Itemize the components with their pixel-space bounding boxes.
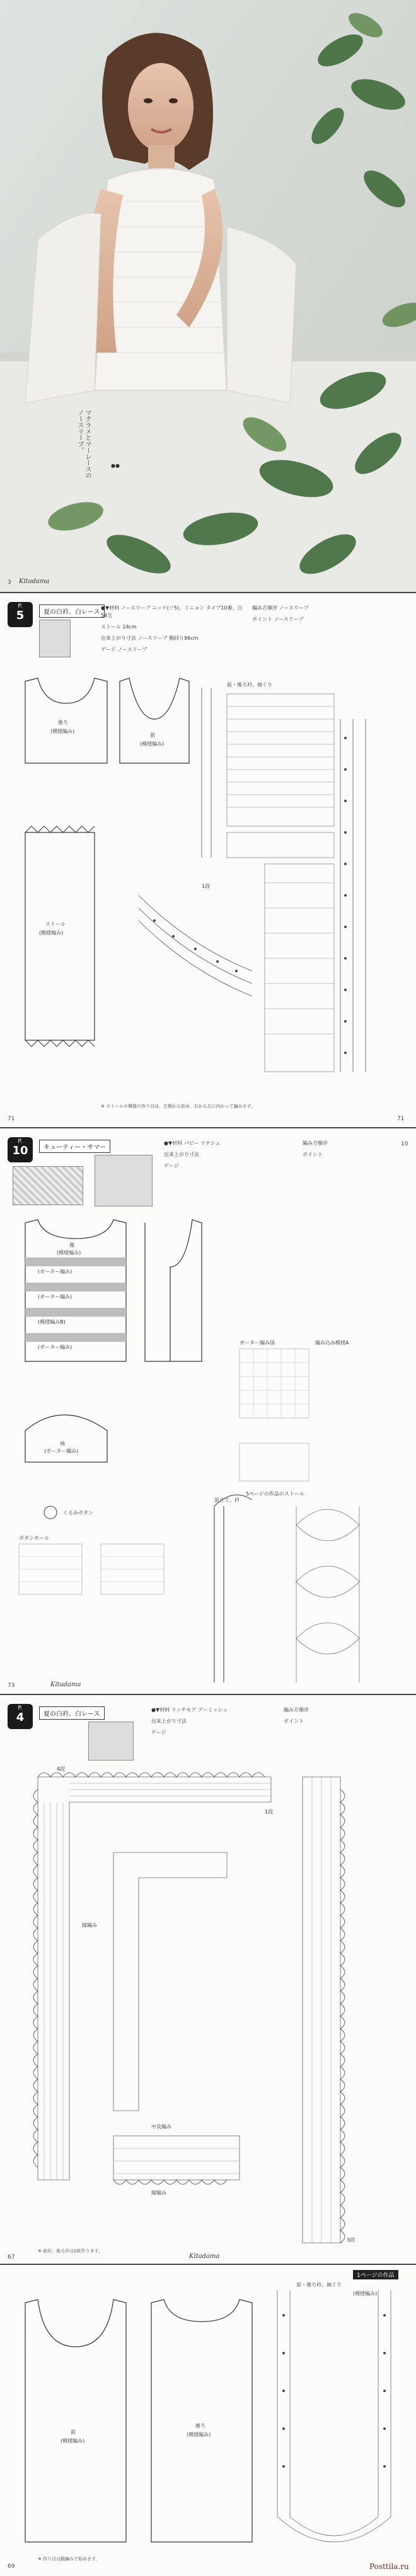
instructions-text: ●▼材料 リッチモア アーミッシュ 出来上がり寸法 ゲージ: [151, 1707, 228, 1735]
page-number: 73: [8, 1682, 15, 1689]
collar-side-label: 1段: [265, 1809, 274, 1815]
front-sublabel: (模様編み): [140, 741, 165, 747]
row-label: 1段: [202, 883, 211, 889]
page-header: 1ページの作品: [353, 2270, 398, 2279]
magazine-page-pattern-4: [0, 1694, 416, 2265]
magazine-page-photo: [0, 0, 416, 592]
chart-sublabel: (模様編み): [353, 2291, 378, 2296]
chart-label: 前・後ろ衿、袖ぐり: [296, 2282, 342, 2288]
chart-label: 前・後ろ衿、袖ぐり: [227, 682, 272, 688]
pattern-diagrams: [0, 1128, 416, 1695]
collar-top-label: 4段: [57, 1766, 66, 1772]
instructions-text-2: 編み方順序 ポイント: [303, 1140, 328, 1157]
edge-label: 縁編み: [82, 1922, 97, 1928]
back-sublabel: (模様編み): [50, 729, 75, 734]
chart-title-b: 5ページの作品のストール: [246, 1491, 304, 1497]
button-label: くるみボタン: [63, 1510, 93, 1516]
bottom-label: 縁編み: [151, 2190, 166, 2196]
footnote: ※ 作り目は鎖編みで始めます。: [38, 2556, 100, 2562]
band-label-b: (ガーター編み): [38, 1294, 72, 1300]
pattern-title: 夏の白衿、白レース: [39, 1706, 105, 1720]
collar-chart: [0, 1695, 416, 2265]
pattern-title: キューティー・サマー: [39, 1140, 110, 1153]
front-label: 前: [150, 732, 155, 738]
page-number-right: 71: [397, 1116, 405, 1122]
instructions-text: ●▼材料 ノースリーブ ニッケ(ソ5)、ミニョン タイプ10番、白 54玉 ストール 24cm 出来上がり寸法 ノースリーブ 胸回り96cm ゲージ ノースリーブ: [101, 605, 243, 652]
body-label: 後: [69, 1242, 74, 1248]
brand-logo: Kitadama: [19, 578, 50, 585]
band-label-d: (ガーター編み): [38, 1344, 72, 1350]
pattern-number-tag: P. 4: [8, 1704, 33, 1729]
body-label: 中長編み: [151, 2124, 171, 2130]
caption-marks: ●●: [111, 463, 120, 468]
back-label: 後ろ: [195, 2423, 205, 2429]
pattern-number-tag: P. 5: [8, 602, 33, 627]
instructions-text-2: 編み方順序 ポイント: [284, 1707, 309, 1724]
page-number: 69: [8, 2563, 15, 2570]
brand-logo: Kitadama: [189, 2253, 220, 2260]
front-sublabel: (模様編み): [61, 2438, 85, 2444]
footnote: ※ ストールの模様の作り目は、左側から始め、右から左に向かって編みます。: [101, 1104, 256, 1109]
collar-label: 前立て、衿: [214, 1497, 240, 1503]
band-label-a: (ガーター編み): [38, 1269, 72, 1274]
sleeve-label: 袖: [60, 1441, 65, 1446]
sleeve-sublabel: (ガーター編み): [44, 1448, 79, 1454]
magazine-page-pattern-10: [0, 1127, 416, 1695]
chart-title: 編み込み模様A: [315, 1340, 349, 1346]
back-label: 後ろ: [58, 720, 68, 725]
site-watermark: Posttila.ru: [369, 2562, 409, 2571]
footnote: ※ 前衿、後ろ衿は2枚作ります。: [38, 2249, 103, 2254]
band-label-c: (模様編みB): [38, 1319, 66, 1325]
instructions-text-2: 編み方順序 ノースリーブ ポイント ノースリーブ: [252, 605, 309, 622]
front-label: 前: [71, 2429, 76, 2435]
photo-illustration: [0, 0, 416, 592]
stole-sublabel: (模様編み): [39, 930, 64, 936]
gauge-label: ガーター編み図: [240, 1340, 275, 1346]
magazine-page-pattern-5: [0, 592, 416, 1128]
buttonhole-label: ボタンホール: [19, 1535, 49, 1541]
pattern-diagrams: [0, 593, 416, 1128]
page-number: 3: [8, 579, 11, 586]
stole-label: ストール: [45, 921, 66, 927]
corner-label: 3段: [347, 2237, 355, 2243]
page-number-right: 10: [401, 1141, 408, 1147]
photo-caption: マクラメとマーレースの ノースリーブ。: [76, 409, 91, 479]
pattern-number-tag: P. 10: [8, 1137, 33, 1162]
page-number: 67: [8, 2254, 15, 2261]
pattern-title: 夏の白衿、白レース: [39, 604, 105, 618]
back-sublabel: (模様編み): [187, 2432, 211, 2437]
brand-logo: Kitadama: [50, 1681, 81, 1688]
pattern-diagrams: [0, 2265, 416, 2576]
instructions-text: ●▼材料 パピー リナシェ 出来上がり寸法 ゲージ: [164, 1140, 221, 1169]
magazine-page-pattern-1: [0, 2264, 416, 2576]
page-number-left: 71: [8, 1116, 15, 1122]
body-sublabel: (模様編み): [57, 1250, 81, 1256]
